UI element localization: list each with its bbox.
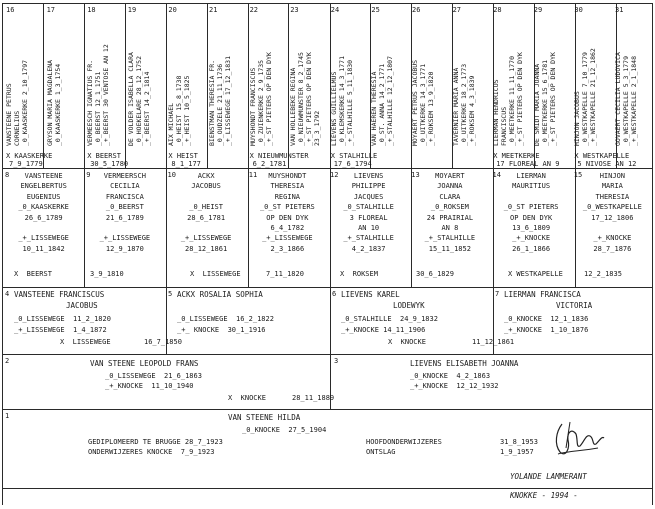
person-detail: PHILIPPE: [351, 182, 386, 191]
person-detail: _0_KAASKERKE 1_3_1754: [53, 63, 62, 146]
person-detail: _0_ST PIETERS: [503, 203, 559, 212]
marriage-place: X WESTKAPELLE: [508, 270, 563, 278]
person-detail: _0_UITKERKE 18_2_1773: [459, 63, 468, 146]
person-detail: _0_BEERST: [105, 203, 144, 212]
person-detail: MUYSHONDT: [268, 172, 307, 180]
person-detail: HINJON JACOBUS: [573, 91, 582, 146]
person-detail: 2_3_1866: [270, 244, 305, 253]
marriage-place: X LISSEWEGE: [60, 338, 111, 346]
person-detail: VAN HOLLEBEKE REGINA: [289, 67, 298, 146]
cell-number: 12: [330, 171, 339, 179]
person-detail: _+_ROKSEM 13_9_1820: [427, 71, 435, 146]
birth-record: _0_LISSEWEGE 21_6_1863: [105, 372, 202, 380]
person-detail: _0_UITKERKE 14_3_1771: [419, 63, 427, 146]
cell-number: 1: [5, 412, 10, 420]
person-detail: 28_6_1781: [187, 213, 226, 222]
marriage-place: X KAASKERKE: [6, 152, 53, 160]
person-detail: _0_ZUIENKERKE 2_9_1735: [256, 59, 265, 146]
person-detail: _+_BEERST 14_2_1814: [142, 71, 151, 146]
person-detail: _+_LISSEWEGE 17_12_1831: [224, 55, 232, 146]
person-detail: _0_STALHILLE: [343, 203, 394, 212]
person-detail: _+_LISSEWEGE: [18, 234, 69, 243]
death-record: _+_KNOCKE 12_12_1932: [410, 382, 499, 390]
cell-number: 28: [493, 6, 502, 14]
person-detail: OP DEN DYK: [510, 213, 553, 222]
person-detail: EUGENIUS: [26, 192, 61, 201]
marriage-date: 11_12_1861: [472, 338, 515, 346]
frame-left: [2, 3, 3, 505]
person-detail: 13_6_1809: [512, 224, 551, 232]
cell-number: 7: [495, 290, 500, 298]
career-date: 1_9_1957: [500, 448, 534, 456]
cell-number: 11: [248, 171, 258, 179]
person-detail: 24 PRAIRIAL: [426, 213, 474, 222]
cell-number: 17: [46, 6, 56, 14]
person-detail: JOANNA: [437, 182, 463, 191]
divider: [125, 3, 126, 168]
marriage-date: 12_2_1835: [584, 270, 622, 278]
person-detail: _0_HOEKELARE 28_12_1752: [134, 55, 143, 146]
person-detail: _+_LISSEWEGE: [180, 234, 232, 243]
person-detail: _0_KAASKERKE 2_10_1797: [21, 59, 29, 146]
cell-number: 9: [86, 171, 91, 179]
marriage-place: X ROKSEM: [340, 270, 378, 278]
person-detail: FRANCISCA: [105, 192, 144, 201]
person-detail: 26_1_1866: [512, 244, 551, 253]
person-detail: GRYSON MARIA MAGDALENA: [45, 59, 54, 146]
person-detail: MARIA: [601, 182, 623, 191]
person-name: LIEVENS KAREL: [341, 290, 400, 299]
person-name: VICTORIA: [556, 301, 593, 310]
person-name: LIERMAN FRANCISCA: [504, 290, 581, 299]
marriage-place: X BEERST: [87, 152, 121, 160]
cell-number: 2: [5, 357, 10, 365]
death-record: _+_KNOCKE 1_10_1876: [504, 326, 589, 334]
person-detail: _+_STALHILLE: [343, 234, 394, 243]
signature-image: [548, 418, 606, 462]
person-detail: MAURITIUS: [512, 182, 551, 191]
person-detail: _0_MEETKERKE 15_6_1781: [540, 59, 549, 146]
cell-number: 31: [615, 6, 624, 14]
person-detail: JACQUES: [353, 192, 384, 201]
person-detail: TAVERNIER MARIA ANNA: [451, 67, 460, 146]
person-detail: 4_2_1837: [351, 244, 386, 253]
footer-place-year: KNOKKE - 1994 -: [510, 491, 578, 500]
marriage-date: 5 NIVOSE AN 12: [577, 160, 637, 168]
cell-number: 18: [87, 6, 96, 14]
person-detail: 17_12_1806: [591, 213, 634, 222]
person-name: LIEVENS ELISABETH JOANNA: [410, 359, 519, 368]
marriage-date: 3_9_1810: [90, 270, 124, 278]
person-detail: _+_ST PIETERS OP DEN DYK: [264, 52, 273, 146]
person-detail: BIENSTMAN THERESIA FR.: [208, 59, 216, 146]
person-detail: _+_KNOCKE: [512, 234, 551, 243]
person-detail: DE VOLDER ISABELLA CLARA: [126, 52, 135, 146]
person-detail: 23_3_1792: [313, 110, 322, 146]
person-detail: MOYAERT: [435, 172, 465, 180]
person-detail: _0_WESTKAPELLE 7_10_1779: [581, 52, 590, 146]
person-detail: _0_BEERST 12_1_1751: [94, 71, 103, 146]
person-detail: _+_HEIST 10_5_1825: [183, 75, 192, 146]
marriage-place: X KNOCKE: [388, 338, 426, 346]
person-detail: _+_LISSEWEGE: [99, 234, 151, 243]
marriage-place: X HEIST: [168, 152, 198, 160]
career-record: ONDERWIJZERES KNOCKE 7_9_1923: [88, 448, 215, 456]
birth-record: _0_LISSEWEGE 16_2_1822: [177, 315, 274, 323]
person-detail: 12_9_1870: [105, 244, 144, 253]
person-detail: _0_WESTKAPELLE: [582, 203, 642, 212]
person-detail: LIERMAN HENDRICUS: [492, 79, 501, 146]
person-detail: 28_7_1876: [593, 244, 632, 253]
person-detail: _+_STALHILLE 12_12_1807: [386, 55, 395, 146]
line-gen5-bottom: [2, 168, 653, 169]
person-detail: _0_ST. ANNA 14_2_1771: [378, 63, 387, 146]
marriage-place: X BEERST: [14, 270, 52, 278]
person-detail: CLARA: [439, 192, 461, 201]
person-detail: _0_KLEMSKERKE 14_3_1771: [337, 55, 346, 146]
marriage-date: 16_7_1850: [144, 338, 182, 346]
cell-number: 21: [209, 6, 218, 14]
person-name: VANSTEENE FRANCISCUS: [14, 290, 105, 299]
person-name: VAN STEENE HILDA: [228, 413, 301, 422]
person-detail: FRANCISCUS: [500, 106, 509, 146]
person-detail: 6_4_1782: [270, 224, 305, 232]
marriage-place: X KNOCKE: [228, 394, 266, 402]
person-name: VAN STEENE LEOPOLD FRANS: [90, 359, 199, 368]
author-name: YOLANDE LAMMERANT: [510, 472, 587, 481]
cell-number: 25: [371, 6, 380, 14]
cell-number: 27: [452, 6, 462, 14]
person-detail: JACOBUS: [191, 182, 221, 191]
birth-record: _0_LISSEWEGE 11_2_1820: [14, 315, 111, 323]
person-detail: OP DEN DYK: [266, 213, 309, 222]
person-detail: VERMEERSCH: [103, 172, 146, 180]
person-detail: HINJON: [599, 172, 626, 180]
person-detail: VAN HAEREN THERESIA: [370, 71, 379, 146]
marriage-date: 30_6_1829: [416, 270, 454, 278]
frame-top: [2, 3, 653, 4]
marriage-place: X LISSEWEGE: [190, 270, 241, 278]
cell-number: 15: [573, 171, 583, 179]
person-detail: REGINA: [274, 192, 301, 201]
marriage-place: X MEETKERKE: [493, 152, 540, 160]
cell-number: 26: [412, 6, 421, 14]
person-detail: VANSTEENE PETRUS: [5, 83, 13, 146]
person-detail: LIERMAN: [516, 172, 546, 180]
cell-number: 24: [330, 6, 340, 14]
career-record: GEDIPLOMEERD TE BRUGGE 28_7_1923: [88, 438, 223, 446]
birth-record: _0_KNOCKE 4_2_1863: [410, 372, 491, 380]
person-detail: ACKX: [197, 172, 215, 180]
marriage-date: 17 FLOREAL AN 9: [496, 160, 560, 168]
person-detail: VANSTEENE: [24, 172, 63, 180]
person-detail: ENGELBERTUS: [20, 182, 67, 191]
person-detail: 26_6_1789: [24, 213, 63, 222]
birth-record: _0_KNOCKE 27_5_1904: [242, 426, 327, 434]
person-detail: 10_11_1842: [22, 244, 65, 253]
cell-number: 6: [332, 290, 337, 298]
cell-number: 16: [6, 6, 15, 14]
person-detail: 28_12_1861: [185, 244, 228, 253]
person-detail: _+_WESTKAPELLE 2_1_1848: [630, 55, 638, 146]
person-detail: CORNELIUS: [13, 110, 21, 146]
person-detail: GOVAERT CECILIA LUDOVICA: [614, 52, 622, 146]
death-record: _+_LISSEWEGE 1_4_1872: [14, 326, 107, 334]
cell-number: 23: [290, 6, 299, 14]
death-record: _+_ KNOCKE 30_1_1916: [177, 326, 266, 334]
marriage-date: 28_11_1889: [292, 394, 335, 402]
person-detail: CECILIA: [110, 182, 140, 191]
cell-number: 10: [167, 171, 176, 179]
cell-number: 19: [127, 6, 137, 14]
marriage-date: 7_9_1779: [9, 160, 43, 168]
line-gen2-bottom: [2, 409, 653, 410]
person-detail: THERESIA: [270, 182, 305, 191]
person-detail: AN 10: [358, 224, 380, 232]
person-detail: MUYSHONDT FRANCISCUS: [248, 67, 257, 146]
person-detail: _0_MEETKERKE 11_11_1770: [508, 55, 517, 146]
marriage-place: X WESTKAPELLE: [574, 152, 630, 160]
person-name: JACOBUS: [66, 301, 98, 310]
person-detail: _+_LISSEWEGE: [262, 234, 313, 243]
cell-number: 20: [168, 6, 177, 14]
person-detail: _+_ST PIETERS OP DEN DYK: [548, 52, 557, 146]
cell-number: 5: [168, 290, 173, 298]
marriage-date: 7_11_1820: [266, 270, 304, 278]
person-name: ACKX ROSALIA SOPHIA: [177, 290, 263, 299]
cell-number: 4: [5, 290, 10, 298]
person-detail: _+_STALHILLE 5_11_1830: [345, 59, 354, 146]
cell-number: 22: [249, 6, 259, 14]
person-detail: _0_KAASKERKE: [18, 203, 69, 212]
marriage-place: X NIEUWMUNSTER: [249, 152, 309, 160]
marriage-date: 30_5_1780: [90, 160, 129, 168]
person-detail: VERMEESCH IGNATIUS FR.: [86, 59, 95, 146]
marriage-date: 8_1_177: [171, 160, 201, 168]
frame-right: [652, 3, 653, 505]
death-record: _+_KNOCKE 11_10_1940: [105, 382, 194, 390]
cell-number: 30: [574, 6, 583, 14]
person-detail: _+_KNOCKE: [593, 234, 632, 243]
birth-record: _0_KNOCKE 12_1_1836: [504, 315, 589, 323]
person-detail: _+_ST PIETERS OP DEN DYK: [516, 52, 525, 146]
career-record: HOOFDONDERWIJZERES: [366, 438, 442, 446]
person-detail: _+_BEERST 30 VENTOSE AN 12: [102, 44, 111, 146]
person-detail: 15_11_1852: [428, 244, 471, 253]
person-detail: _0_HEIST 15_8_1738: [175, 75, 184, 146]
person-detail: _0_ROKSEM: [430, 203, 469, 212]
person-detail: DE SMIDT MARIA JOANNA: [532, 63, 541, 146]
cell-number: 14: [492, 171, 501, 179]
person-detail: AN 8: [441, 224, 459, 232]
career-record: ONTSLAG: [366, 448, 396, 456]
cell-number: 29: [533, 6, 543, 14]
cell-number: 3: [334, 357, 339, 365]
person-detail: _0_NIEUWMUNSTER 8_2_1745: [297, 52, 306, 146]
marriage-date: 17_6_1794: [333, 160, 372, 168]
career-date: 31_8_1953: [500, 438, 538, 446]
birth-record: _0_STALHILLE 24_9_1832: [341, 315, 438, 323]
marriage-place: X STALHILLE: [330, 152, 378, 160]
person-detail: _0_OUDZELE 21_11_1736: [216, 63, 224, 146]
divider: [84, 3, 85, 287]
person-detail: THERESIA: [595, 192, 630, 201]
marriage-date: 6_2_1781: [252, 160, 287, 168]
divider: [43, 3, 44, 168]
line-gen1-bottom: [2, 488, 653, 489]
person-name: LODEWYK: [393, 301, 425, 310]
person-detail: _+_ST PIETERS OP DEN DYK: [305, 52, 314, 146]
person-detail: 3 FLOREAL: [349, 213, 388, 222]
cell-number: 8: [5, 171, 10, 179]
person-detail: _+_ROKSEM 4_3_1839: [467, 75, 476, 146]
line-gen3-bottom: [2, 354, 653, 355]
person-detail: _0_ST PIETERS: [259, 203, 315, 212]
person-detail: 21_6_1789: [105, 213, 144, 222]
person-detail: LIEVENS GUILLIELMUS: [329, 71, 338, 146]
person-detail: LIEVENS: [353, 172, 384, 180]
person-detail: _+_STALHILLE: [424, 234, 476, 243]
person-detail: _+_WESTKAPELLE 21_12_1862: [589, 48, 598, 146]
person-detail: AIX MICHAEL: [167, 102, 176, 146]
cell-number: 13: [411, 171, 420, 179]
death-record: _+_KNOCKE 14_11_1906: [341, 326, 426, 334]
person-detail: _0_HEIST: [189, 203, 223, 212]
person-detail: _0_WESTKAPELLE 5_3_1779: [622, 55, 630, 146]
person-detail: MOYAERT PETRUS JACOBUS: [411, 59, 419, 146]
line-gen4-bottom: [2, 287, 653, 288]
